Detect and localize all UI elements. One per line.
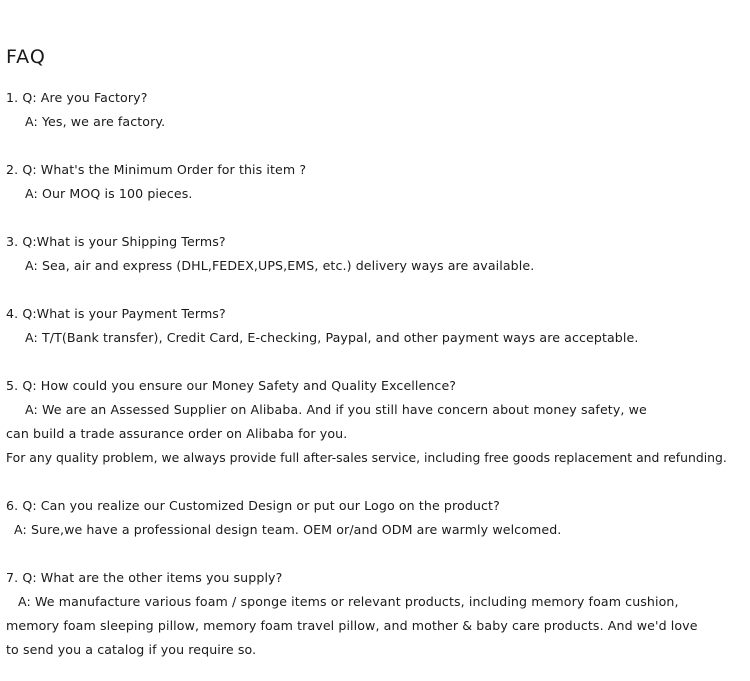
faq-answer-6: A: Sure,we have a professional design team. OEM or/and ODM are warmly welcomed.: [14, 522, 562, 537]
faq-question-4: 4. Q:What is your Payment Terms?: [6, 306, 226, 321]
faq-answer-7-line-3: to send you a catalog if you require so.: [6, 642, 257, 657]
faq-question-1: 1. Q: Are you Factory?: [6, 90, 148, 105]
faq-answer-4: A: T/T(Bank transfer), Credit Card, E-checking, Paypal, and other payment ways are acceptable.: [25, 330, 639, 345]
faq-answer-2: A: Our MOQ is 100 pieces.: [25, 186, 193, 201]
faq-answer-5-line-2: can build a trade assurance order on Alibaba for you.: [6, 426, 348, 441]
faq-answer-1: A: Yes, we are factory.: [25, 114, 166, 129]
faq-question-7: 7. Q: What are the other items you supply?: [6, 570, 283, 585]
faq-question-5: 5. Q: How could you ensure our Money Safety and Quality Excellence?: [6, 378, 457, 393]
faq-question-3: 3. Q:What is your Shipping Terms?: [6, 234, 226, 249]
faq-answer-3: A: Sea, air and express (DHL,FEDEX,UPS,EMS, etc.) delivery ways are available.: [25, 258, 535, 273]
faq-answer-7-line-1: A: We manufacture various foam / sponge items or relevant products, including memory foam cushion,: [18, 594, 679, 609]
faq-question-2: 2. Q: What's the Minimum Order for this item ?: [6, 162, 307, 177]
faq-answer-5-line-1: A: We are an Assessed Supplier on Alibaba. And if you still have concern about money safety, we: [25, 402, 647, 417]
faq-question-6: 6. Q: Can you realize our Customized Design or put our Logo on the product?: [6, 498, 500, 513]
page-title: FAQ: [6, 46, 46, 68]
faq-answer-5-line-3: For any quality problem, we always provide full after-sales service, including free goods replacement and refunding.: [6, 450, 727, 465]
faq-answer-7-line-2: memory foam sleeping pillow, memory foam travel pillow, and mother & baby care products. And we'd love: [6, 618, 698, 633]
